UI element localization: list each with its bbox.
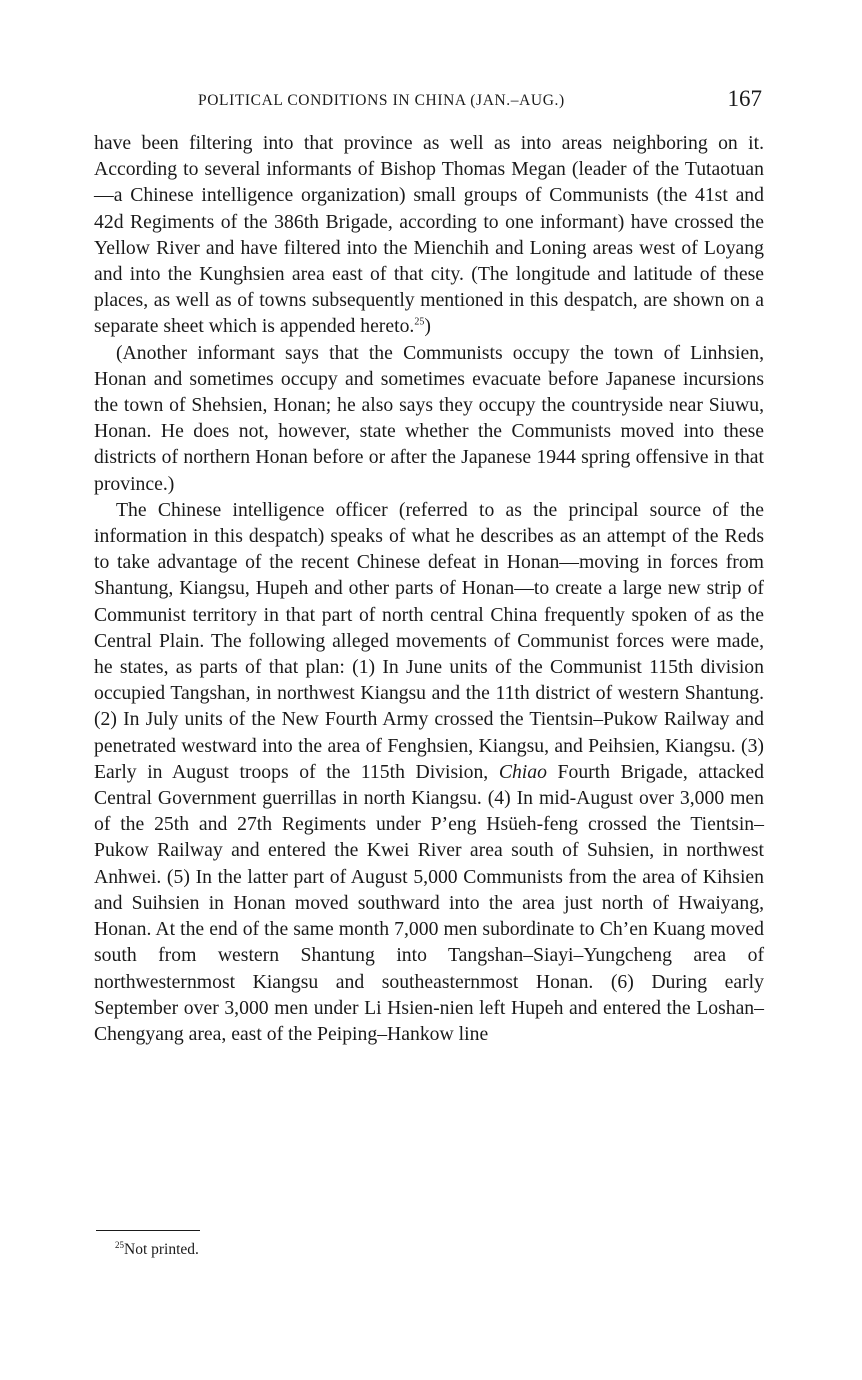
footnote-reference: 25	[414, 316, 425, 328]
running-title: POLITICAL CONDITIONS IN CHINA (JAN.–AUG.)	[198, 92, 565, 109]
paragraph-1	[94, 130, 764, 340]
paragraph-1-text: have been filtering into that province as well as into areas neighboring on it. According to several informants of Bishop Thomas Megan (leader of the Tutaotuan—a Chinese intelligence organization) small groups of Communists (the 41st and 42d Regiments of the 386th Brigade, according to one informant) have crossed the Yellow River and have filtered into the Mienchih and Loning areas west of Loyang and into the Kunghsien area east of that city. (The longitude and latitude of these places, as well as of towns subsequently mentioned in this despatch, are shown on a separate sheet which is appended hereto.	[94, 132, 764, 338]
page-number: 167	[727, 86, 762, 111]
footnote-text: Not printed.	[124, 1241, 199, 1258]
paragraph-1-closing: )	[424, 315, 431, 338]
body-text	[94, 130, 764, 1047]
paragraph-3	[94, 497, 764, 1047]
running-head	[96, 86, 762, 116]
footnote-number: 25	[115, 1239, 124, 1250]
paragraph-2: (Another informant says that the Communists occupy the town of Linhsien, Honan and sometimes occupy and sometimes evacuate before Japanese incursions the town of Shehsien, Honan; he also says they occupy the countryside near Siuwu, Honan. He does not, however, state whether the Communists moved into these districts of northern Honan before or after the Japanese 1944 spring offensive in that province.)	[94, 341, 764, 495]
italic-term: Chiao	[498, 760, 547, 783]
paragraph-3-continuation: Fourth Brigade, attacked Central Government guerrillas in north Kiangsu. (4) In mid-August over 3,000 men of the 25th and 27th Regiments under P’eng Hsüeh-feng crossed the Tientsin–Pukow Railway and entered the Kwei River area south of Suhsien, in northwest Anhwei. (5) In the latter part of August 5,000 Communists from the area of Kihsien and Suihsien in Honan moved southward into the area just north of Hwaiyang, Honan. At the end of the same month 7,000 men subordinate to Ch’en Kuang moved south from western Shantung into Tangshan–Siayi–Yungcheng area of northwesternmost Kiangsu and southeasternmost Honan. (6) During early September over 3,000 men under Li Hsien-nien left Hupeh and entered the Loshan–Chengyang area, east of the Peiping–Hankow line	[94, 760, 764, 1045]
paragraph-3-text: The Chinese intelligence officer (referred to as the principal source of the information in this despatch) speaks of what he describes as an attempt of the Reds to take advantage of the recent Chinese defeat in Honan—moving in forces from Shantung, Kiangsu, Hupeh and other parts of Honan—to create a large new strip of Communist territory in that part of north central China frequently spoken of as the Central Plain. The following alleged movements of Communist forces were made, he states, as parts of that plan: (1) In June units of the Communist 115th division occupied Tangshan, in northwest Kiangsu and the 11th district of western Shantung. (2) In July units of the New Fourth Army crossed the Tientsin–Pukow Railway and penetrated westward into the area of Fenghsien, Kiangsu, and Peihsien, Kiangsu. (3) Early in August troops of the 115th Division,	[94, 498, 764, 783]
footnote-divider	[96, 1230, 200, 1231]
footnote	[115, 1241, 199, 1259]
